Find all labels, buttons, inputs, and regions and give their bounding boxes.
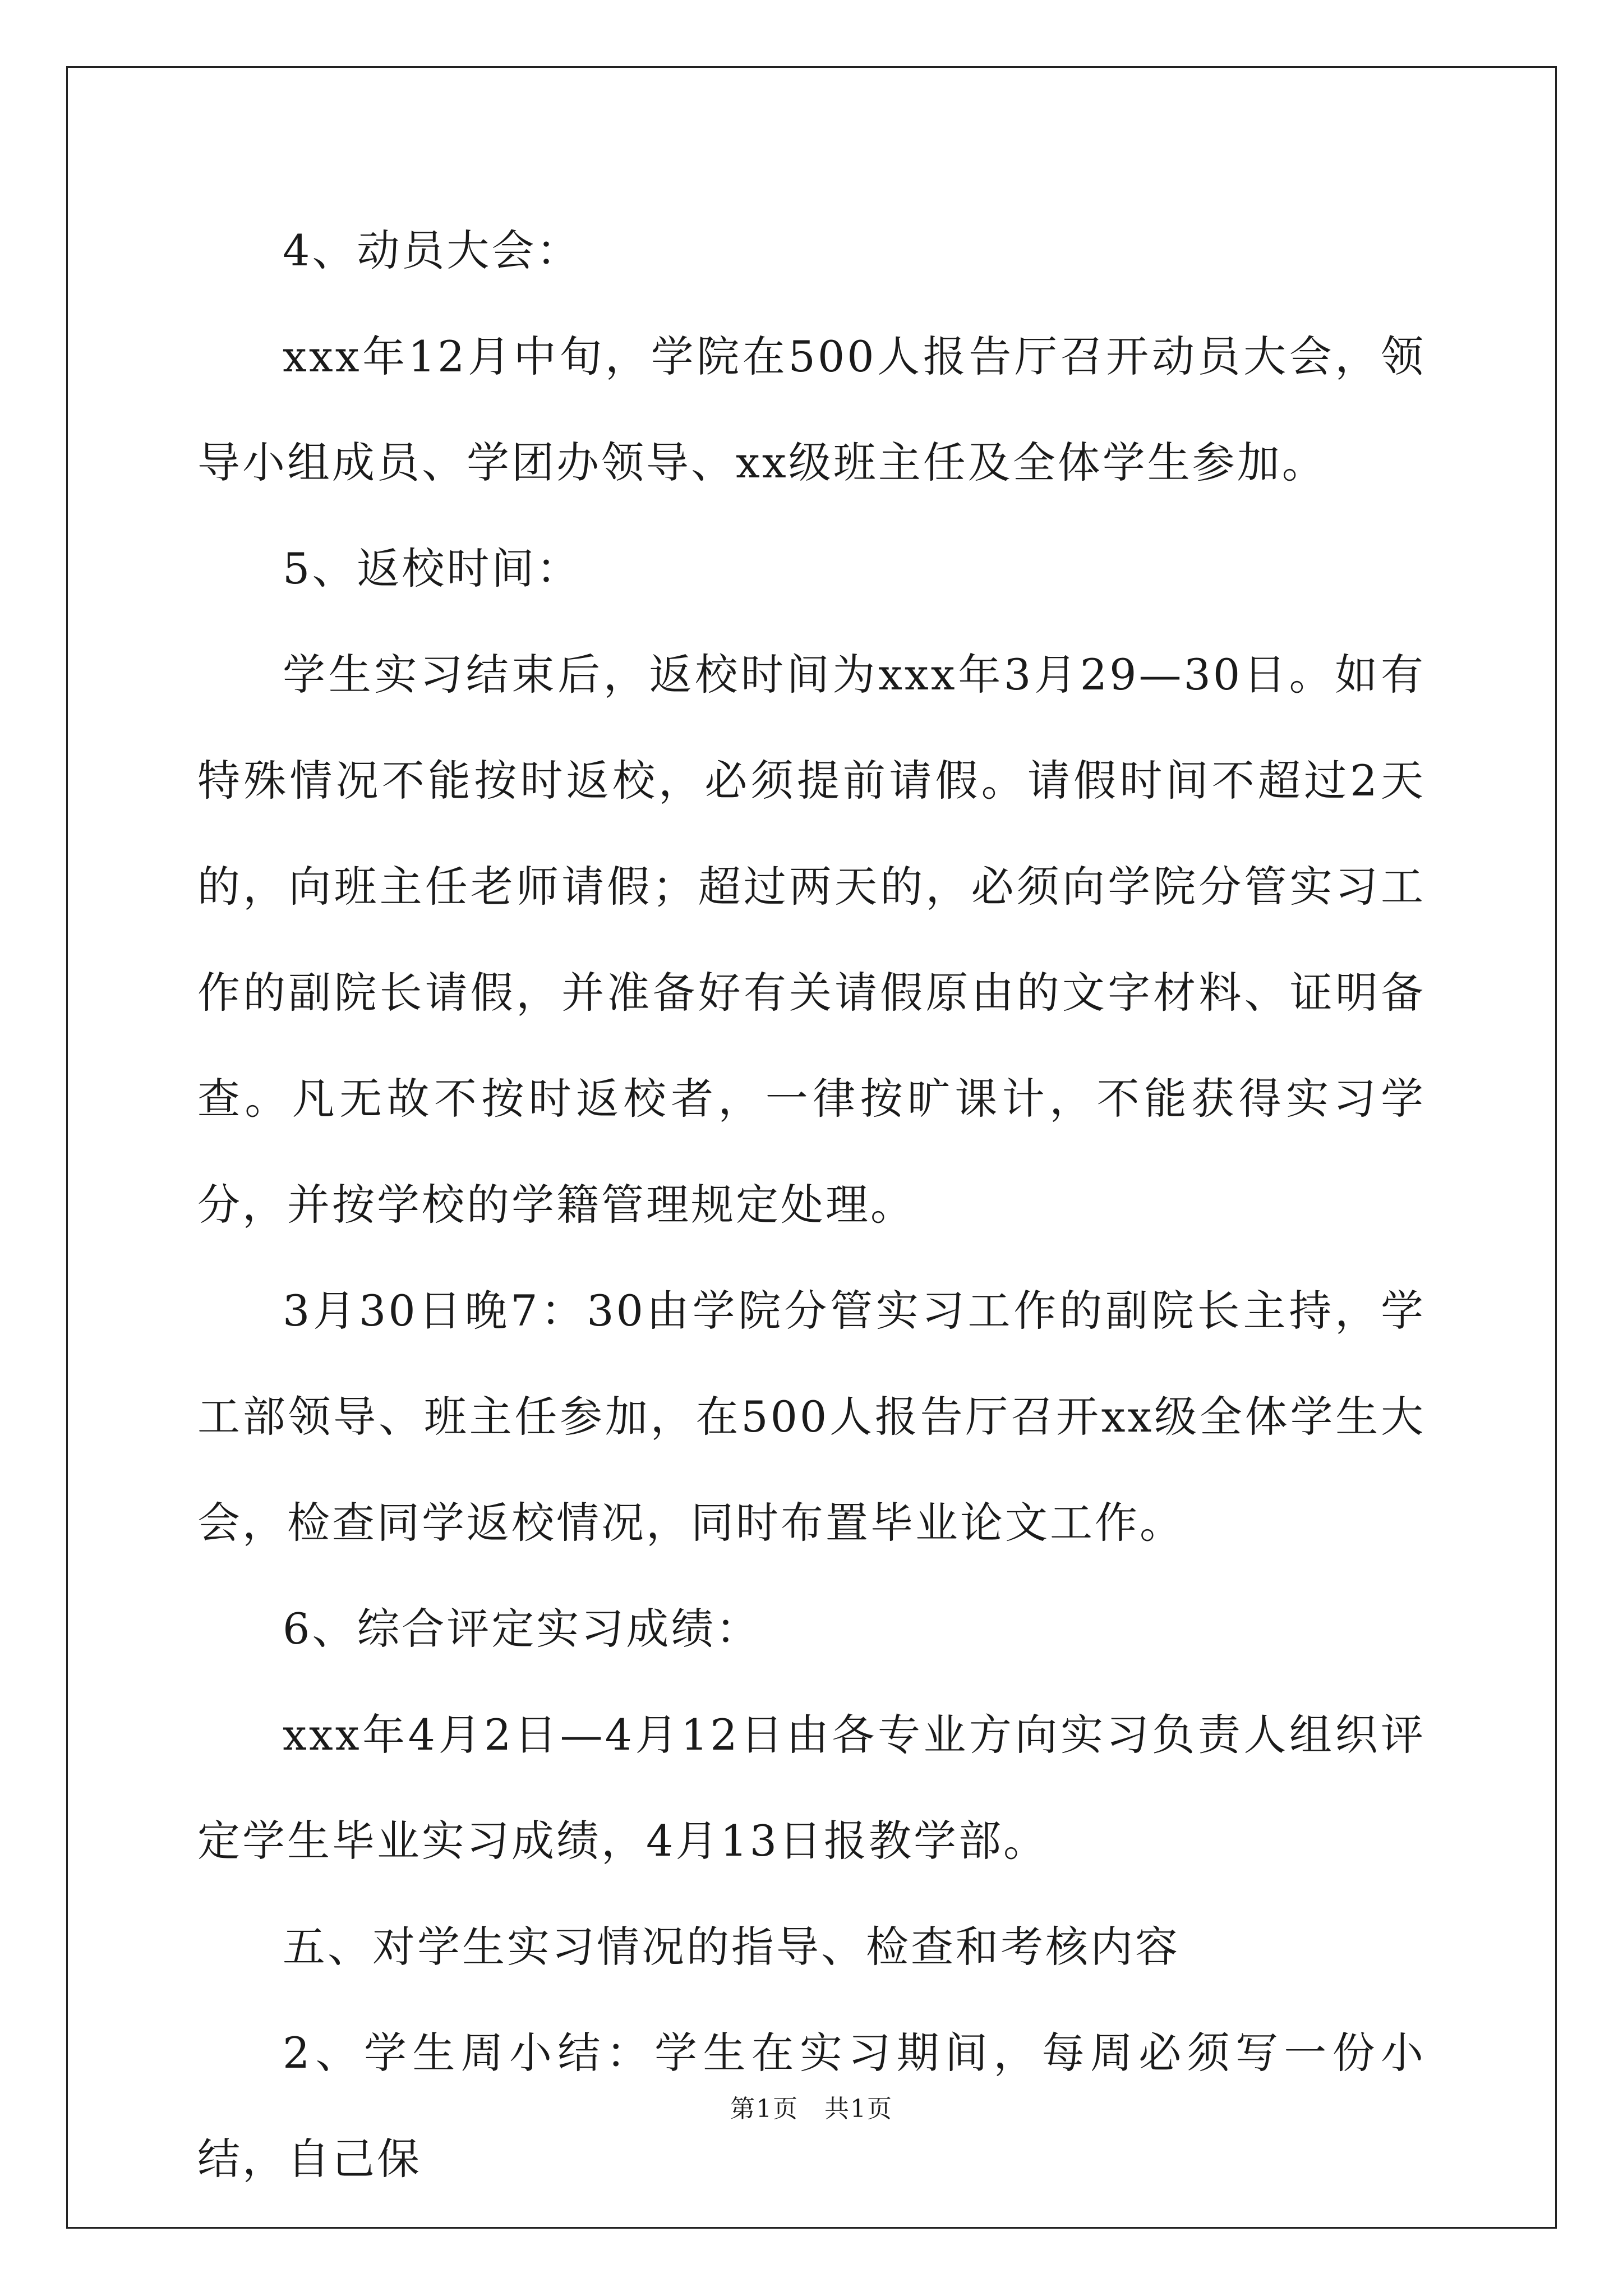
paragraph-return-detail: 学生实习结束后，返校时间为xxx年3月29—30日。如有特殊情况不能按时返校，必须提前请假。请假时间不超过2天的，向班主任老师请假；超过两天的，必须向学院分管实习工作的副院长请假，并准备好有关请假原由的文字材料、证明备查。凡无故不按时返校者，一律按旷课计，不能获得实习学分，并按学校的学籍管理规定处理。 bbox=[197, 650, 1426, 1230]
paragraph-evaluation-detail: xxx年4月2日—4月12日由各专业方向实习负责人组织评定学生毕业实习成绩，4月13日报教学部。 bbox=[197, 1710, 1426, 1866]
paragraph-return-heading: 5、返校时间： bbox=[283, 544, 582, 593]
paragraph-mobilization-heading: 4、动员大会： bbox=[283, 226, 582, 275]
document-body bbox=[197, 197, 1426, 2212]
paragraph-mobilization-detail: xxx年12月中旬，学院在500人报告厅召开动员大会，领导小组成员、学团办领导、xx级班主任及全体学生参加。 bbox=[197, 332, 1426, 487]
page-number: 第1页 共1页 bbox=[730, 2095, 893, 2123]
paragraph-return-meeting: 3月30日晚7：30由学院分管实习工作的副院长主持，学工部领导、班主任参加，在500人报告厅召开xx级全体学生大会，检查同学返校情况，同时布置毕业论文工作。 bbox=[197, 1286, 1426, 1548]
section-heading-guidance: 五、对学生实习情况的指导、检查和考核内容 bbox=[283, 1922, 1180, 1972]
paragraph-weekly-summary: 2、学生周小结：学生在实习期间，每周必须写一份小结，自己保 bbox=[197, 2028, 1426, 2184]
paragraph-evaluation-heading: 6、综合评定实习成绩： bbox=[283, 1604, 761, 1654]
